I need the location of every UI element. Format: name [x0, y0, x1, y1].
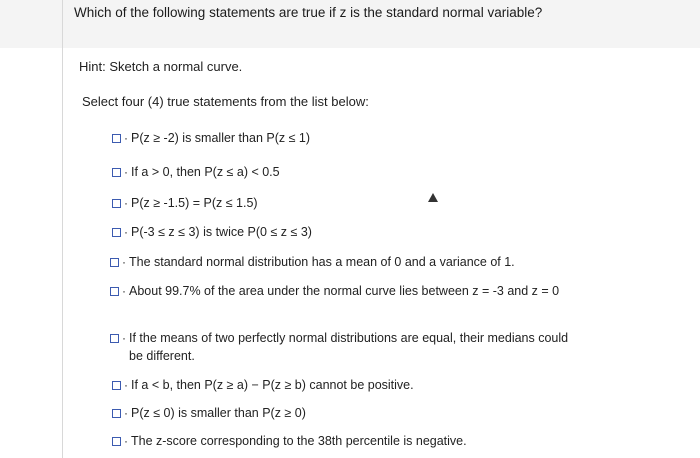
question-text: Which of the following statements are true if z is the standard normal variable? — [74, 5, 543, 20]
left-margin-rule — [62, 0, 63, 458]
instruction-text: Select four (4) true statements from the list below: — [82, 94, 369, 109]
option-9[interactable] — [112, 404, 306, 422]
checkbox[interactable] — [112, 381, 121, 390]
bullet: · — [124, 434, 128, 448]
bullet: · — [122, 255, 126, 269]
checkbox[interactable] — [110, 287, 119, 296]
option-label: P(z ≥ -1.5) = P(z ≤ 1.5) — [131, 196, 258, 210]
option-1[interactable] — [112, 129, 310, 147]
option-4[interactable] — [112, 223, 312, 241]
option-3[interactable] — [112, 194, 258, 212]
option-label: P(-3 ≤ z ≤ 3) is twice P(0 ≤ z ≤ 3) — [131, 225, 312, 239]
bullet: · — [124, 165, 128, 179]
option-8[interactable] — [112, 376, 414, 394]
option-label: If the means of two perfectly normal distributions are equal, their medians could be different. — [129, 331, 569, 363]
checkbox[interactable] — [112, 199, 121, 208]
option-label: The standard normal distribution has a mean of 0 and a variance of 1. — [129, 255, 515, 269]
option-label: P(z ≥ -2) is smaller than P(z ≤ 1) — [131, 131, 311, 145]
mouse-cursor-icon — [428, 193, 438, 202]
option-label: About 99.7% of the area under the normal curve lies between z = -3 and z = 0 — [129, 284, 560, 298]
checkbox[interactable] — [110, 334, 119, 343]
checkbox[interactable] — [112, 168, 121, 177]
bullet: · — [122, 331, 126, 345]
option-6[interactable] — [110, 282, 559, 300]
checkbox[interactable] — [112, 134, 121, 143]
option-label: If a < b, then P(z ≥ a) − P(z ≥ b) cannot be positive. — [131, 378, 414, 392]
option-label: If a > 0, then P(z ≤ a) < 0.5 — [131, 165, 280, 179]
bullet: · — [124, 225, 128, 239]
option-label: P(z ≤ 0) is smaller than P(z ≥ 0) — [131, 406, 306, 420]
checkbox[interactable] — [112, 228, 121, 237]
checkbox[interactable] — [112, 409, 121, 418]
bullet: · — [124, 378, 128, 392]
bullet: · — [124, 196, 128, 210]
bullet: · — [124, 131, 128, 145]
option-5[interactable] — [110, 253, 515, 271]
checkbox[interactable] — [110, 258, 119, 267]
hint-text: Hint: Sketch a normal curve. — [79, 59, 243, 74]
bullet: · — [124, 406, 128, 420]
option-label: The z-score corresponding to the 38th percentile is negative. — [131, 434, 467, 448]
bullet: · — [122, 284, 126, 298]
checkbox[interactable] — [112, 437, 121, 446]
option-2[interactable] — [112, 163, 280, 181]
option-7[interactable] — [110, 329, 590, 365]
option-10[interactable] — [112, 432, 467, 450]
